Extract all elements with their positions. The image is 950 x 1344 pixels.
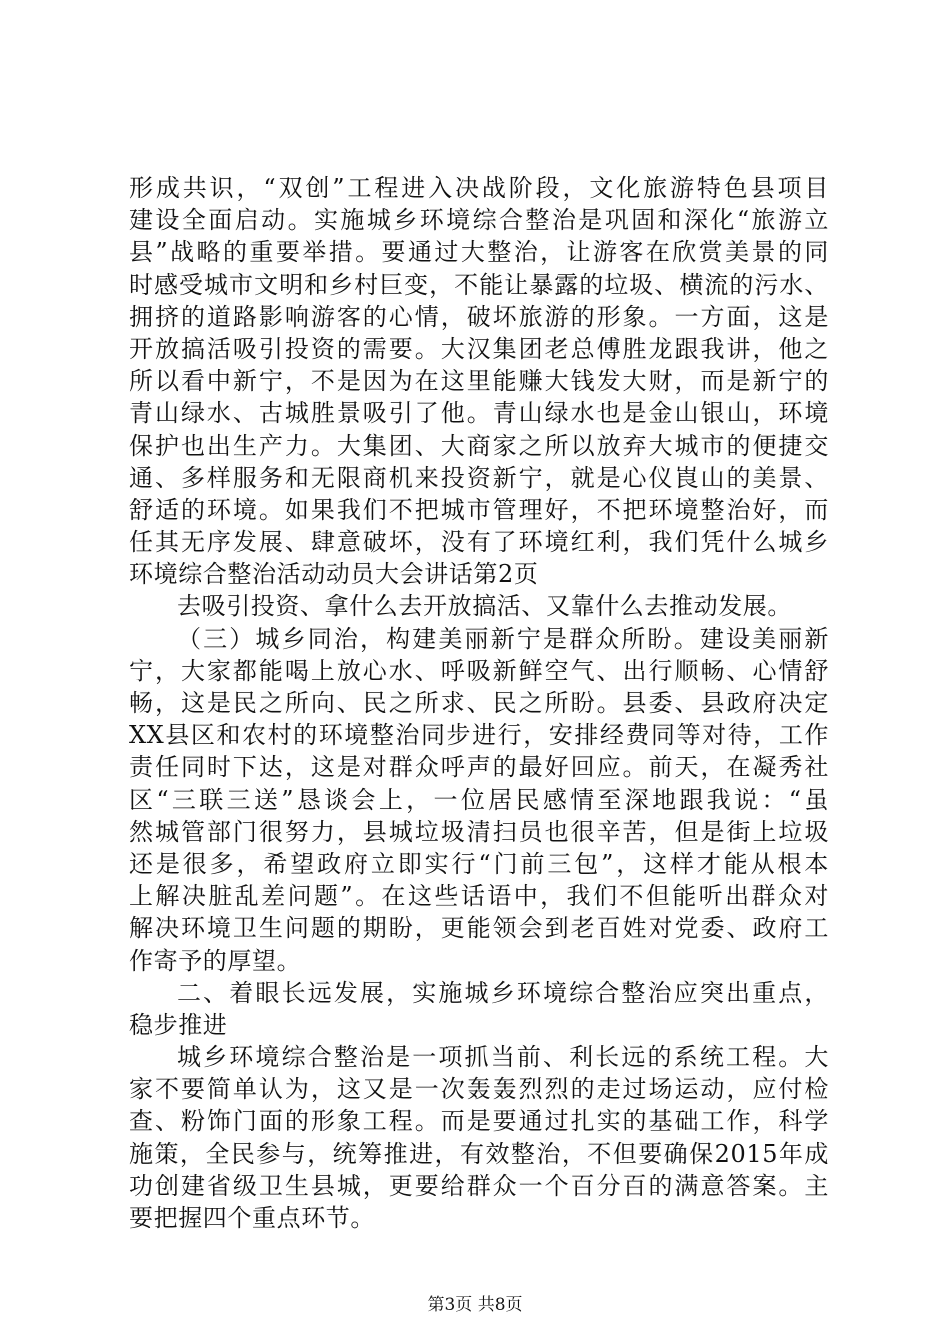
text-line: 所以看中新宁，不是因为在这里能赚大钱发大财，而是新宁的 [129,367,829,396]
text-line: 建设全面启动。实施城乡环境综合整治是巩固和深化“旅游立 [129,206,829,235]
text-line: 然城管部门很努力，县城垃圾清扫员也很辛苦，但是街上垃圾 [129,817,829,846]
text-line: 查、粉饰门面的形象工程。而是要通过扎实的基础工作，科学 [129,1107,829,1136]
text-line: 环境综合整治活动动员大会讲话第2页 [129,560,539,589]
text-line: 去吸引投资、拿什么去开放搞活、又靠什么去推动发展。 [177,592,792,621]
text-line: 保护也出生产力。大集团、大商家之所以放弃大城市的便捷交 [129,431,829,460]
text-line: 任其无序发展、肆意破坏，没有了环境红利，我们凭什么城乡 [129,528,829,557]
section-heading-line: （三）城乡同治，构建美丽新宁是群众所盼。建设美丽新 [177,624,829,653]
text-line: 拥挤的道路影响游客的心情，破坏旅游的形象。一方面，这是 [129,302,829,331]
text-line: 家不要简单认为，这又是一次轰轰烈烈的走过场运动，应付检 [129,1075,829,1104]
page-number-footer: 第3页 共8页 [427,1295,523,1315]
text-line: 青山绿水、古城胜景吸引了他。青山绿水也是金山银山，环境 [129,399,829,428]
text-line: 宁，大家都能喝上放心水、呼吸新鲜空气、出行顺畅、心情舒 [129,656,829,685]
text-line: 功创建省级卫生县城，更要给群众一个百分百的满意答案。主 [129,1171,829,1200]
text-line: 要把握四个重点环节。 [129,1204,375,1232]
text-line: 畅，这是民之所向、民之所求、民之所盼。县委、县政府决定 [129,689,829,717]
text-line: 还是很多，希望政府立即实行“门前三包”，这样才能从根本 [129,849,829,878]
document-body [129,172,829,1234]
text-line: 上解决脏乱差问题”。在这些话语中，我们不但能听出群众对 [129,882,829,911]
text-line: 时感受城市文明和乡村巨变，不能让暴露的垃圾、横流的污水、 [129,270,829,299]
text-line: 作寄予的厚望。 [129,946,302,975]
section-heading-line: 二、着眼长远发展，实施城乡环境综合整治应突出重点， [177,978,829,1007]
text-line: 通、多样服务和无限商机来投资新宁，就是心仪崀山的美景、 [129,463,829,492]
text-line: 形成共识，“双创”工程进入决战阶段，文化旅游特色县项目 [129,174,829,202]
text-line: 舒适的环境。如果我们不把城市管理好，不把环境整治好，而 [129,495,829,524]
text-line: 城乡环境综合整治是一项抓当前、利长远的系统工程。大 [177,1043,829,1072]
text-line: 解决环境卫生问题的期盼，更能领会到老百姓对党委、政府工 [129,914,829,943]
text-line: XX县区和农村的环境整治同步进行，安排经费同等对待，工作 [129,721,829,750]
section-heading-line: 稳步推进 [129,1010,228,1039]
text-line: 区“三联三送”恳谈会上，一位居民感情至深地跟我说：“虽 [129,785,829,814]
text-line: 施策，全民参与，统筹推进，有效整治，不但要确保2015年成 [129,1139,829,1168]
text-line: 县”战略的重要举措。要通过大整治，让游客在欣赏美景的同 [129,238,829,267]
text-line: 责任同时下达，这是对群众呼声的最好回应。前天，在凝秀社 [129,753,829,782]
text-line: 开放搞活吸引投资的需要。大汉集团老总傅胜龙跟我讲，他之 [129,334,829,363]
